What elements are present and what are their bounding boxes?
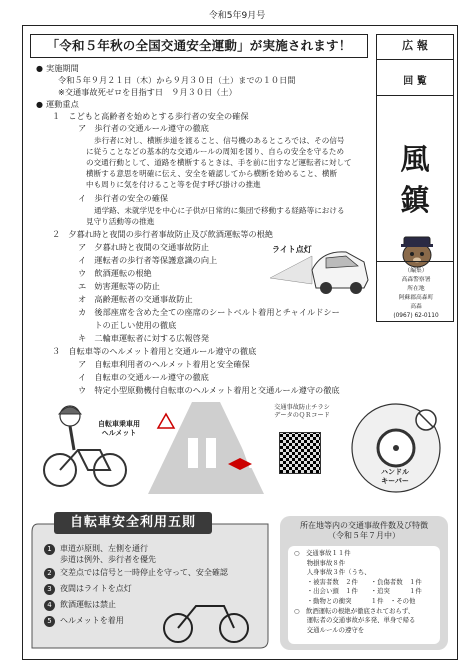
newsletter-name — [377, 139, 453, 220]
focus-item: オ 高齢運転者の交通事故防止 — [78, 294, 193, 304]
focus-item: ウ 特定小型原動機付自転車のヘルメット着用と交通ルール遵守の徹底 — [78, 385, 340, 395]
rule-text: 車道が原則、左側を通行 — [60, 544, 148, 553]
qr-label-line: データのＱＲコード — [274, 412, 330, 420]
stats-header — [280, 521, 448, 542]
qr-code[interactable] — [279, 432, 321, 474]
zero-accident-day: ※交通事故死ゼロを目指す日 ９月３０日（土） — [58, 87, 237, 97]
handle-keeper-label — [370, 468, 420, 487]
focus-heading: 運動重点 — [46, 99, 79, 109]
child-cyclist-illustration — [40, 398, 136, 498]
newsletter-char-2: 鎮 — [400, 182, 430, 217]
issue-date: 令和5年9月号 — [208, 11, 266, 21]
police-mascot-icon — [395, 231, 439, 269]
kairan-label: 回 覧 — [403, 76, 427, 87]
info-line: 所在地 — [407, 285, 425, 292]
newsletter-char-1: 風 — [400, 142, 430, 176]
paragraph-line: 中も周りに気を付けること等を促す呼び掛けの推進 — [86, 180, 261, 189]
helmet-label-line: ヘルメット — [101, 429, 137, 438]
focus-item: イ 自転車の交通ルール遵守の徹底 — [78, 372, 209, 382]
stats-line: ・出会い頭 １件 ・追突 １件 — [294, 587, 422, 596]
helmet-label — [98, 420, 140, 438]
divider — [377, 261, 453, 262]
info-line: 阿蘇郡高森町 — [398, 294, 434, 301]
focus-item: ア 自転車利用者のヘルメット着用と安全確保 — [78, 359, 250, 369]
stats-line: ・動物との衝突 １件 ・その他 — [294, 597, 416, 606]
rule-text: 交差点では信号と一時停止を守って、安全確認 — [60, 568, 228, 577]
period-heading: 実施期間 — [46, 63, 79, 73]
stats-line: ・被害者数 ２件 ・負傷者数 １件 — [294, 577, 422, 586]
accident-stats-box — [280, 516, 448, 650]
qr-label-line: 交通事故防止チラシ — [274, 404, 330, 411]
divider — [377, 59, 453, 60]
focus-item: カ 後部座席を含めた全ての座席のシートベルト着用とチャイルドシー — [78, 307, 340, 317]
paragraph-line: に従うことなどの基本的な交通ルールの周知を図り、自らの安全を守るため — [86, 147, 345, 156]
light-on-label: ライト点灯 — [272, 245, 312, 254]
page-title: 「令和５年秋の全国交通安全運動」が実施されます！ — [30, 34, 368, 58]
focus-point-2: ２ 夕暮れ時と夜間の歩行者事故防止及び飲酒運転等の根絶 — [52, 229, 274, 239]
rule-number: 4 — [44, 600, 55, 611]
paragraph-line: 通学路、未就学児を中心に子供が日常的に集団で移動する経路等における — [94, 206, 345, 215]
stats-line: 運転者の交通事故が多発、単身で帰る — [294, 616, 416, 625]
rule-text: 飲酒運転は禁止 — [60, 600, 116, 609]
focus-item: エ 妨害運転等の防止 — [78, 281, 160, 291]
crosswalk-scene-illustration — [148, 398, 264, 498]
stats-line: 人身事故３件（うち、 — [294, 568, 371, 577]
rule-number: 3 — [44, 584, 55, 595]
paragraph-line: 歩行者に対し、横断歩道を渡ること、信号機のあるところでは、その信号 — [94, 136, 345, 145]
info-line: (0967) 62-0110 — [393, 312, 439, 319]
side-panel — [376, 34, 454, 322]
period-dates: 令和５年９月２１日（木）から９月３０日（土）までの１０日間 — [58, 75, 296, 85]
info-line: （編集） — [404, 268, 428, 274]
rule-number: 1 — [44, 544, 55, 555]
cycle-rules-title: 自転車安全利用五則 — [54, 512, 212, 534]
rule-number: 5 — [44, 616, 55, 627]
stats-line: ○ 交通事故１１件 — [294, 549, 351, 557]
focus-item: ア 夕暮れ時と夜間の交通事故防止 — [78, 242, 210, 252]
focus-point-1a: ア 歩行者の交通ルール遵守の徹底 — [78, 123, 209, 133]
rule-text: 歩道は例外、歩行者を優先 — [60, 555, 156, 564]
paragraph-line: 横断する意思を明確に伝え、安全を確認してから横断を始めること、横断 — [86, 169, 338, 178]
koho-label: 広 報 — [402, 39, 428, 52]
stats-header-line: 所在地等内の交通事故件数及び特徴 — [300, 521, 428, 530]
rule-text: ヘルメットを着用 — [60, 616, 124, 625]
rule-number: 2 — [44, 568, 55, 579]
qr-label — [272, 404, 332, 421]
focus-point-1i: イ 歩行者の安全の確保 — [78, 193, 169, 203]
stats-line: 交通ルールの遵守を — [294, 625, 365, 634]
publisher-info — [381, 267, 451, 321]
helmet-label-line: 自転車乗車用 — [98, 420, 140, 428]
handle-keeper-line: ハンドル — [381, 468, 409, 476]
bullet-icon: ● — [36, 64, 43, 73]
focus-point-3: ３ 自転車等のヘルメット着用と交通ルール遵守の徹底 — [52, 346, 257, 356]
focus-point-1: １ こどもと高齢者を始めとする歩行者の安全の確保 — [52, 111, 249, 121]
focus-item: トの正しい使用の徹底 — [78, 320, 177, 330]
focus-item: ウ 飲酒運転の根絶 — [78, 268, 152, 278]
bullet-icon: ● — [36, 100, 43, 109]
handle-keeper-line: キーパー — [381, 477, 409, 486]
paragraph-line: 見守り活動等の推進 — [86, 217, 155, 226]
stats-line: 物損事故８件 — [294, 558, 346, 567]
focus-item: キ 二輪車運転者に対する広報啓発 — [78, 333, 210, 343]
stats-header-line: （令和５年７月中） — [328, 531, 400, 541]
stats-content — [288, 546, 440, 644]
info-line: 高森 — [410, 303, 422, 310]
divider — [377, 95, 453, 96]
info-line: 高森警察署 — [401, 276, 431, 283]
stats-line: ○ 飲酒運転の根絶が徹底されておらず、 — [294, 606, 415, 615]
paragraph-line: の交通行動として、道路を横断するときは、手を前に出すなど運転者に対して — [86, 158, 352, 167]
focus-item: イ 運転者の歩行者等保護意識の向上 — [78, 255, 218, 265]
rule-text: 夜間はライトを点灯 — [60, 584, 132, 593]
